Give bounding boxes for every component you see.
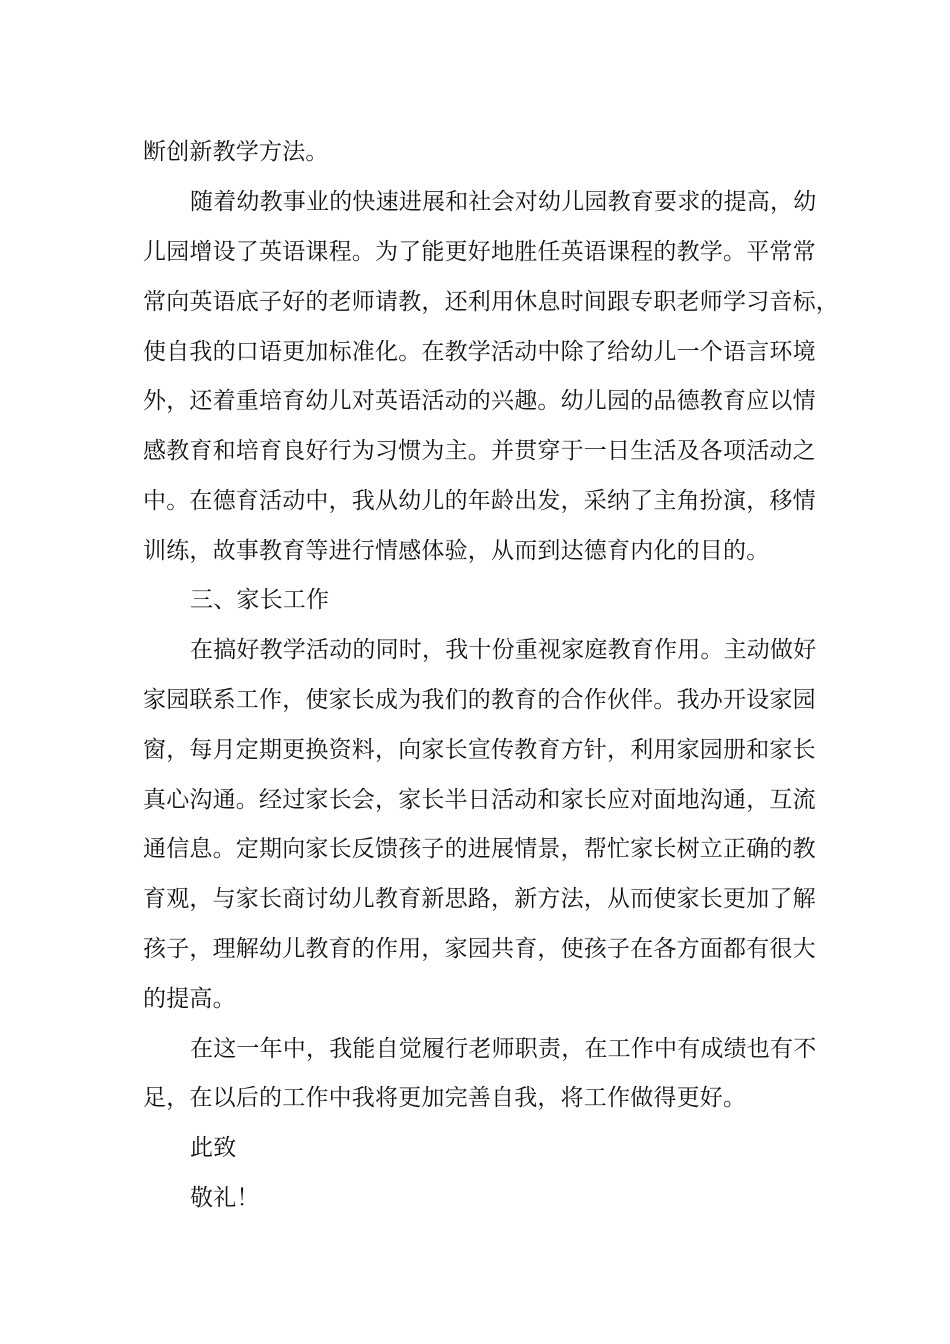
text-line: 家园联系工作，使家长成为我们的教育的合作伙伴。我办开设家园 xyxy=(143,687,816,713)
section-heading: 三、家长工作 xyxy=(190,587,330,613)
text-line: 外，还着重培育幼儿对英语活动的兴趣。幼儿园的品德教育应以情 xyxy=(143,388,816,414)
text-line: 常向英语底子好的老师请教，还利用休息时间跟专职老师学习音标， xyxy=(143,289,839,315)
text-line: 中。在德育活动中，我从幼儿的年龄出发，采纳了主角扮演，移情 xyxy=(143,488,816,514)
text-line: 断创新教学方法。 xyxy=(143,139,329,165)
closing-salutation: 敬礼！ xyxy=(190,1185,260,1211)
text-line: 使自我的口语更加标准化。在教学活动中除了给幼儿一个语言环境 xyxy=(143,339,816,365)
text-line: 儿园增设了英语课程。为了能更好地胜任英语课程的教学。平常常 xyxy=(143,239,816,265)
text-line: 孩子，理解幼儿教育的作用，家园共育，使孩子在各方面都有很大 xyxy=(143,936,816,962)
text-line: 的提高。 xyxy=(143,986,236,1012)
text-line: 窗，每月定期更换资料，向家长宣传教育方针，利用家园册和家长 xyxy=(143,737,816,763)
text-line: 训练，故事教育等进行情感体验，从而到达德育内化的目的。 xyxy=(143,538,770,564)
paragraph-first-line: 在搞好教学活动的同时，我十份重视家庭教育作用。主动做好 xyxy=(190,637,817,663)
closing-line: 此致 xyxy=(190,1135,237,1161)
text-line: 通信息。定期向家长反馈孩子的进展情景，帮忙家长树立正确的教 xyxy=(143,836,816,862)
paragraph-first-line: 在这一年中，我能自觉履行老师职责，在工作中有成绩也有不 xyxy=(190,1036,817,1062)
text-line: 真心沟通。经过家长会，家长半日活动和家长应对面地沟通，互流 xyxy=(143,787,816,813)
text-line: 感教育和培育良好行为习惯为主。并贯穿于一日生活及各项活动之 xyxy=(143,438,816,464)
text-line: 足，在以后的工作中我将更加完善自我，将工作做得更好。 xyxy=(143,1085,747,1111)
text-line: 育观，与家长商讨幼儿教育新思路，新方法，从而使家长更加了解 xyxy=(143,886,816,912)
paragraph-first-line: 随着幼教事业的快速进展和社会对幼儿园教育要求的提高，幼 xyxy=(190,189,817,215)
